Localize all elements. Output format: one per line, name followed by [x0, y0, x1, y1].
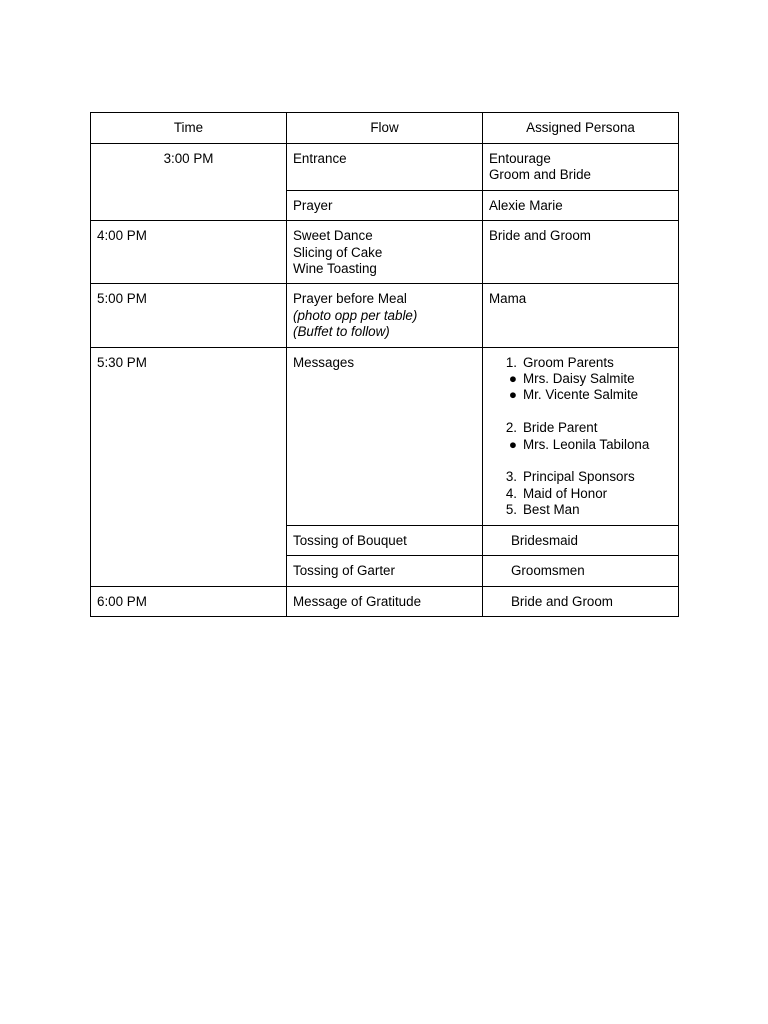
list-label: Mr. Vicente Salmite	[523, 387, 639, 403]
persona-text: Alexie Marie	[489, 197, 563, 213]
bullet-icon: ●	[508, 371, 517, 387]
flow-cell	[287, 284, 483, 347]
flow-cell	[287, 525, 483, 555]
list-label: Maid of Honor	[523, 485, 608, 501]
flow-note: (photo opp per table)	[293, 307, 418, 323]
time-text: 4:00 PM	[97, 228, 147, 244]
persona-text: Groom and Bride	[489, 167, 591, 183]
list-label: Groom Parents	[523, 354, 614, 370]
header-row	[91, 113, 679, 144]
time-text: 5:00 PM	[97, 291, 147, 307]
list-spacer	[501, 404, 672, 420]
persona-text: Bridesmaid	[511, 532, 578, 548]
table-row	[91, 347, 679, 525]
persona-cell	[483, 144, 679, 191]
persona-cell	[483, 586, 679, 616]
schedule-table	[90, 112, 679, 617]
list-number: 2.	[505, 420, 517, 436]
list-label: Mrs. Daisy Salmite	[523, 371, 635, 387]
time-cell	[91, 284, 287, 347]
list-item	[501, 469, 672, 485]
flow-text: Slicing of Cake	[293, 244, 383, 260]
flow-text: Messages	[293, 354, 355, 370]
list-label: Best Man	[523, 502, 580, 518]
time-text: 6:00 PM	[97, 593, 147, 609]
flow-cell	[287, 221, 483, 284]
table-row	[91, 586, 679, 616]
time-cell	[91, 347, 287, 586]
header-time: Time	[91, 113, 287, 144]
time-text: 3:00 PM	[163, 151, 214, 166]
flow-cell	[287, 586, 483, 616]
persona-text: Bride and Groom	[489, 228, 591, 244]
flow-text: Sweet Dance	[293, 228, 373, 244]
list-item	[501, 371, 672, 387]
list-item	[501, 420, 672, 436]
flow-text: Wine Toasting	[293, 261, 377, 277]
list-label: Mrs. Leonila Tabilona	[523, 436, 650, 452]
list-number: 4.	[505, 485, 517, 501]
list-item	[501, 387, 672, 403]
flow-text: Prayer before Meal	[293, 291, 407, 307]
list-number: 3.	[505, 469, 517, 485]
table-row	[91, 144, 679, 191]
time-cell	[91, 586, 287, 616]
header-persona: Assigned Persona	[483, 113, 679, 144]
flow-text: Tossing of Bouquet	[293, 532, 407, 548]
bullet-icon: ●	[508, 436, 517, 452]
flow-text: Prayer	[293, 197, 333, 213]
list-number: 1.	[505, 354, 517, 370]
list-item	[501, 486, 672, 502]
persona-cell	[483, 284, 679, 347]
list-spacer	[501, 453, 672, 469]
flow-cell	[287, 190, 483, 220]
persona-text: Mama	[489, 291, 527, 307]
header-flow: Flow	[287, 113, 483, 144]
flow-text: Entrance	[293, 151, 347, 166]
flow-cell	[287, 347, 483, 525]
persona-list	[501, 355, 672, 519]
flow-note: (Buffet to follow)	[293, 324, 390, 340]
list-item	[501, 437, 672, 453]
time-cell	[91, 221, 287, 284]
flow-cell	[287, 144, 483, 191]
flow-text: Tossing of Garter	[293, 563, 395, 579]
list-label: Principal Sponsors	[523, 469, 635, 485]
table-row	[91, 284, 679, 347]
list-item	[501, 355, 672, 371]
persona-cell	[483, 525, 679, 555]
flow-text: Message of Gratitude	[293, 593, 422, 609]
persona-cell	[483, 556, 679, 586]
list-item	[501, 502, 672, 518]
persona-text: Entourage	[489, 151, 551, 166]
persona-cell	[483, 190, 679, 220]
bullet-icon: ●	[508, 387, 517, 403]
persona-text: Groomsmen	[511, 563, 585, 579]
table-row	[91, 221, 679, 284]
persona-cell	[483, 347, 679, 525]
list-number: 5.	[505, 502, 517, 518]
persona-text: Bride and Groom	[511, 593, 613, 609]
flow-cell	[287, 556, 483, 586]
time-text: 5:30 PM	[97, 354, 147, 370]
list-label: Bride Parent	[523, 420, 598, 436]
time-cell	[91, 144, 287, 221]
persona-cell	[483, 221, 679, 284]
